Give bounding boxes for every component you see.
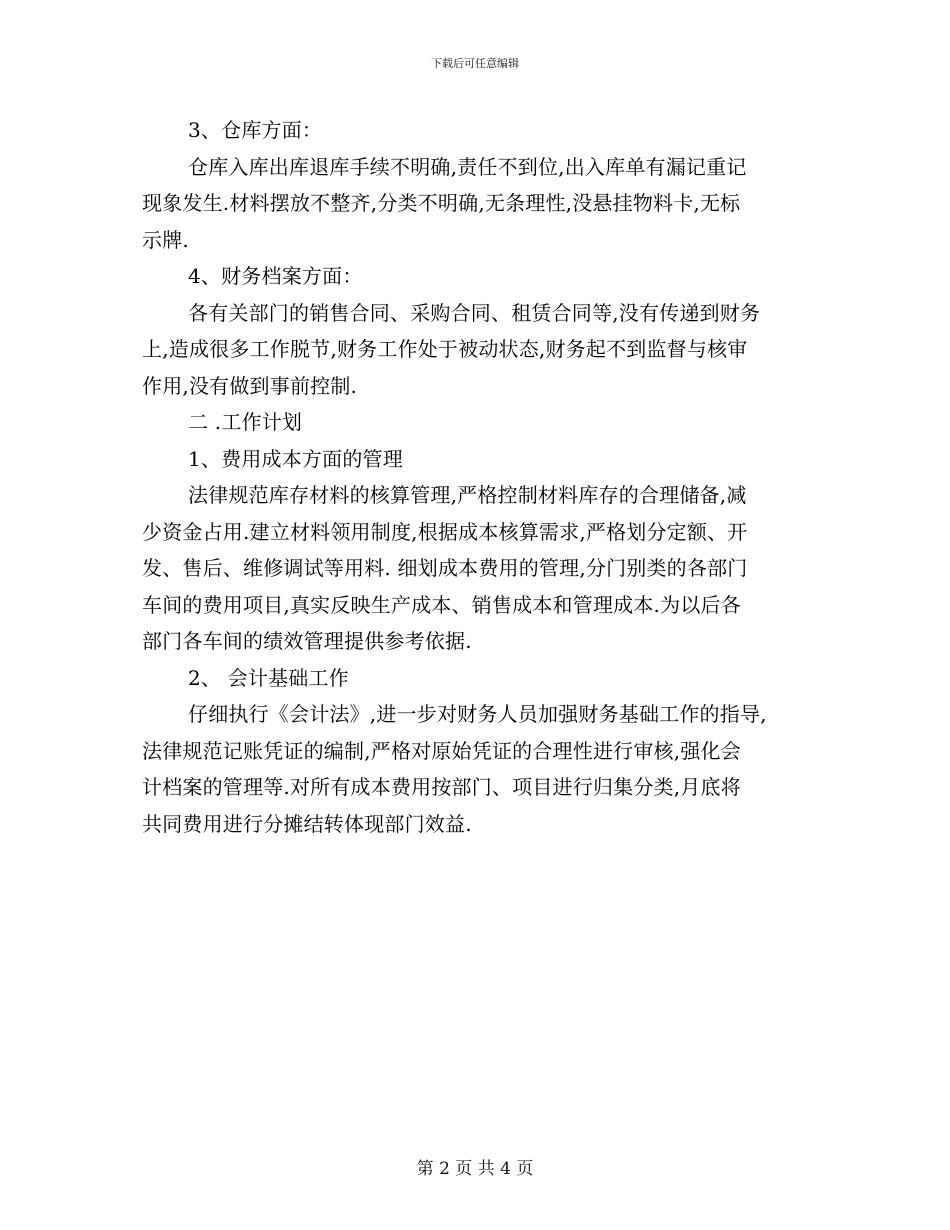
heading-warehouse: 3、仓库方面： bbox=[188, 118, 323, 142]
paragraph-line: 计档案的管理等.对所有成本费用按部门、项目进行归集分类,月底将 bbox=[142, 775, 741, 799]
page-number-footer: 第 2 页 共 4 页 bbox=[416, 1159, 534, 1179]
heading-finance-archive: 4、财务档案方面： bbox=[188, 264, 363, 288]
paragraph-line: 仔细执行《会计法》,进一步对财务人员加强财务基础工作的指导, bbox=[188, 702, 767, 726]
paragraph-line: 上,造成很多工作脱节,财务工作处于被动状态,财务起不到监督与核审 bbox=[142, 337, 748, 361]
paragraph-line: 现象发生.材料摆放不整齐,分类不明确,无条理性,没悬挂物料卡,无标 bbox=[142, 191, 741, 215]
paragraph-line: 发、售后、维修调试等用料. 细划成本费用的管理,分门别类的各部门 bbox=[142, 556, 748, 580]
paragraph-line: 示牌. bbox=[142, 227, 189, 252]
paragraph-line: 车间的费用项目,真实反映生产成本、销售成本和管理成本.为以后各 bbox=[142, 592, 741, 617]
heading-cost-management: 1、费用成本方面的管理 bbox=[188, 446, 403, 471]
header-note: 下载后可任意编辑 bbox=[431, 57, 519, 70]
paragraph-line: 各有关部门的销售合同、采购合同、租赁合同等,没有传递到财务 bbox=[188, 300, 761, 325]
paragraph-line: 法律规范库存材料的核算管理,严格控制材料库存的合理储备,减 bbox=[188, 483, 747, 507]
paragraph-line: 作用,没有做到事前控制. bbox=[142, 373, 358, 398]
document-body bbox=[142, 112, 822, 842]
paragraph-line: 法律规范记账凭证的编制,严格对原始凭证的合理性进行审核,强化会 bbox=[142, 738, 741, 763]
paragraph-line: 共同费用进行分摊结转体现部门效益. bbox=[142, 811, 472, 836]
heading-accounting-basics: 2、 会计基础工作 bbox=[188, 665, 349, 690]
heading-work-plan: 二 .工作计划 bbox=[188, 410, 303, 434]
paragraph-line: 仓库入库出库退库手续不明确,责任不到位,出入库单有漏记重记 bbox=[188, 154, 747, 179]
paragraph-line: 少资金占用.建立材料领用制度,根据成本核算需求,严格划分定额、开 bbox=[142, 519, 748, 544]
paragraph-line: 部门各车间的绩效管理提供参考依据. bbox=[142, 629, 472, 653]
